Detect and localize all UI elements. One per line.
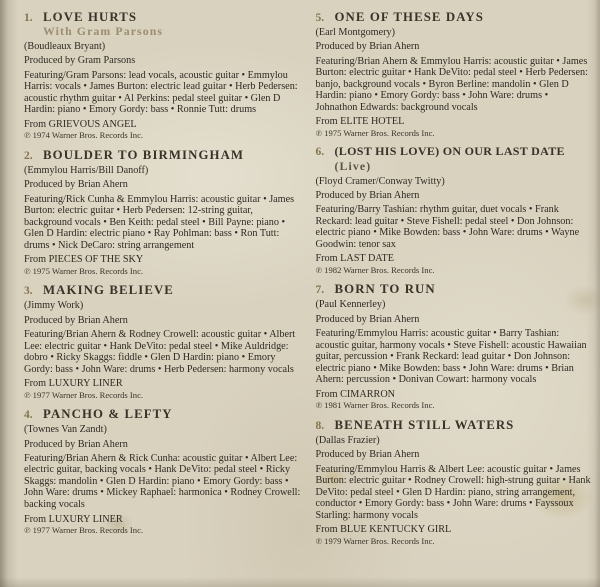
track-credits: Featuring/Emmylou Harris & Albert Lee: acoustic guitar • James Burton: electric guitar • Rodney Crowell: high-strung guitar • Hank DeVito: pedal steel • Glen D Hardin: piano, string arrangement, conductor • Emory Gordy: bass • John Ware: drums • Fayssoux Starling: harmony vocals xyxy=(315,463,591,521)
track-source-album: From BLUE KENTUCKY GIRL xyxy=(315,524,452,536)
track-entry-8 xyxy=(316,418,593,546)
track-writers: (Dallas Frazier) xyxy=(315,434,380,446)
track-producer: Produced by Brian Ahern xyxy=(315,313,420,325)
track-title: PANCHO & LEFTY xyxy=(43,407,173,422)
track-copyright: ℗ 1977 Warner Bros. Records Inc. xyxy=(24,389,144,400)
track-writers: (Emmylou Harris/Bill Danoff) xyxy=(24,164,149,176)
track-copyright: ℗ 1982 Warner Bros. Records Inc. xyxy=(315,264,435,275)
track-number: 1. xyxy=(24,12,33,24)
track-entry-7 xyxy=(316,282,593,410)
track-credits: Featuring/Brian Ahern & Rick Cunha: acoustic guitar • Albert Lee: electric guitar, backing vocals • Hank DeVito: pedal steel • Ricky Skaggs: mandolin • Glen D Hardin: piano • Emory Gordy: bass • John Ware: drums • Mickey Raphael: harmonica • Rodney Crowell: backing vocals xyxy=(24,452,301,510)
track-writers: (Jimmy Work) xyxy=(24,300,84,312)
track-source-album: From LAST DATE xyxy=(315,253,394,265)
track-number: 2. xyxy=(24,149,33,162)
track-entry-6 xyxy=(316,145,593,275)
track-title-row xyxy=(316,145,593,158)
track-writers: (Boudleaux Bryant) xyxy=(24,41,106,53)
track-number: 8. xyxy=(315,419,325,432)
track-title: ONE OF THESE DAYS xyxy=(334,10,484,24)
track-title: BOULDER TO BIRMINGHAM xyxy=(43,147,245,162)
track-title-row xyxy=(24,283,301,297)
track-producer: Produced by Brian Ahern xyxy=(24,314,128,326)
track-title: (LOST HIS LOVE) ON OUR LAST DATE xyxy=(334,144,565,159)
track-source-album: From LUXURY LINER xyxy=(24,513,123,525)
track-writers: (Townes Van Zandt) xyxy=(24,424,107,436)
track-title-row xyxy=(316,10,593,24)
track-title: BENEATH STILL WATERS xyxy=(334,417,515,432)
track-writers: (Floyd Cramer/Conway Twitty) xyxy=(315,175,445,187)
track-source-album: From CIMARRON xyxy=(315,388,396,400)
track-entry-5 xyxy=(316,10,593,138)
track-writers: (Paul Kennerley) xyxy=(315,299,386,311)
track-copyright: ℗ 1975 Warner Bros. Records Inc. xyxy=(24,265,144,276)
track-producer: Produced by Gram Parsons xyxy=(24,55,136,67)
track-title: LOVE HURTS xyxy=(43,10,138,24)
track-subtitle: With Gram Parsons xyxy=(43,24,164,39)
track-number: 5. xyxy=(315,12,325,24)
track-number: 3. xyxy=(24,285,33,298)
track-source-album: From PIECES OF THE SKY xyxy=(24,254,144,266)
track-entry-4 xyxy=(24,407,301,535)
track-title: MAKING BELIEVE xyxy=(43,283,174,298)
track-credits: Featuring/Rick Cunha & Emmylou Harris: acoustic guitar • James Burton: electric guitar • Herb Pedersen: 12-string guitar, background vocals • Ben Keith: pedal steel • Bill Payne: piano • Glen D Hardin: electric piano • Ray Pohlman: bass • Ron Tutt: drums • Nick DeCaro: string arrangement xyxy=(24,193,295,251)
track-source-album: From GRIEVOUS ANGEL xyxy=(24,118,137,130)
track-entry-1 xyxy=(24,10,301,141)
track-title-row xyxy=(316,282,593,296)
track-title: BORN TO RUN xyxy=(334,282,436,297)
track-copyright: ℗ 1979 Warner Bros. Records Inc. xyxy=(315,535,435,546)
track-producer: Produced by Brian Ahern xyxy=(24,179,128,191)
track-copyright: ℗ 1974 Warner Bros. Records Inc. xyxy=(24,130,144,141)
track-number: 4. xyxy=(24,409,33,422)
track-credits: Featuring/Gram Parsons: lead vocals, acoustic guitar • Emmylou Harris: vocals • James Burton: electric lead guitar • Herb Pedersen: acoustic rhythm guitar • Al Perkins: pedal steel guitar • Glen D Hardin: piano • Emory Gordy: bass • Ronnie Tutt: drums xyxy=(24,69,298,116)
track-copyright: ℗ 1977 Warner Bros. Records Inc. xyxy=(24,524,144,535)
right-column xyxy=(316,10,593,583)
track-copyright: ℗ 1981 Warner Bros. Records Inc. xyxy=(315,400,435,411)
track-credits: Featuring/Barry Tashian: rhythm guitar, duet vocals • Frank Reckard: lead guitar • Steve Fishell: pedal steel • Don Johnson: electric piano • Mike Bowden: bass • John Ware: drums • Wayne Goodwin: tenor sax xyxy=(315,204,580,250)
left-column xyxy=(24,10,301,583)
track-number: 7. xyxy=(315,284,325,297)
track-subtitle: (Live) xyxy=(334,158,372,173)
track-title-row xyxy=(24,10,301,24)
track-title-row xyxy=(24,148,301,162)
track-producer: Produced by Brian Ahern xyxy=(315,189,420,201)
track-credits: Featuring/Brian Ahern & Rodney Crowell: acoustic guitar • Albert Lee: electric guitar • Hank DeVito: pedal steel • Mike Auldridge: dobro • Ricky Skaggs: fiddle • Glen D Hardin: piano • Emory Gordy: bass • John Ware: drums • Herb Pedersen: harmony vocals xyxy=(24,329,296,375)
track-producer: Produced by Brian Ahern xyxy=(24,438,128,450)
track-source-album: From LUXURY LINER xyxy=(24,378,123,390)
track-entry-3 xyxy=(24,283,301,400)
track-credits: Featuring/Brian Ahern & Emmylou Harris: acoustic guitar • James Burton: electric guitar • Hank DeVito: pedal steel • Herb Pedersen: banjo, background vocals • Byron Berline: mandolin • Glen D Hardin: piano • Emory Gordy: bass • John Ware: drums • Johnathon Edwards: background vocals xyxy=(315,55,588,113)
track-source-album: From ELITE HOTEL xyxy=(315,116,405,128)
track-entry-2 xyxy=(24,148,301,276)
track-producer: Produced by Brian Ahern xyxy=(315,41,420,53)
track-writers: (Earl Montgomery) xyxy=(315,27,395,39)
track-credits: Featuring/Emmylou Harris: acoustic guitar • Barry Tashian: acoustic guitar, harmony vocals • Steve Fishell: acoustic Hawaiian guitar, percussion • Frank Reckard: lead guitar • Don Johnson: electric piano • Mike Bowden: bass • John Ware: drums • Brian Ahern: percussion • Donivan Cowart: harmony vocals xyxy=(315,328,587,386)
track-title-row xyxy=(316,418,593,432)
track-copyright: ℗ 1975 Warner Bros. Records Inc. xyxy=(315,127,435,138)
track-producer: Produced by Brian Ahern xyxy=(315,449,420,461)
track-title-row xyxy=(24,407,301,421)
track-number: 6. xyxy=(315,146,325,159)
